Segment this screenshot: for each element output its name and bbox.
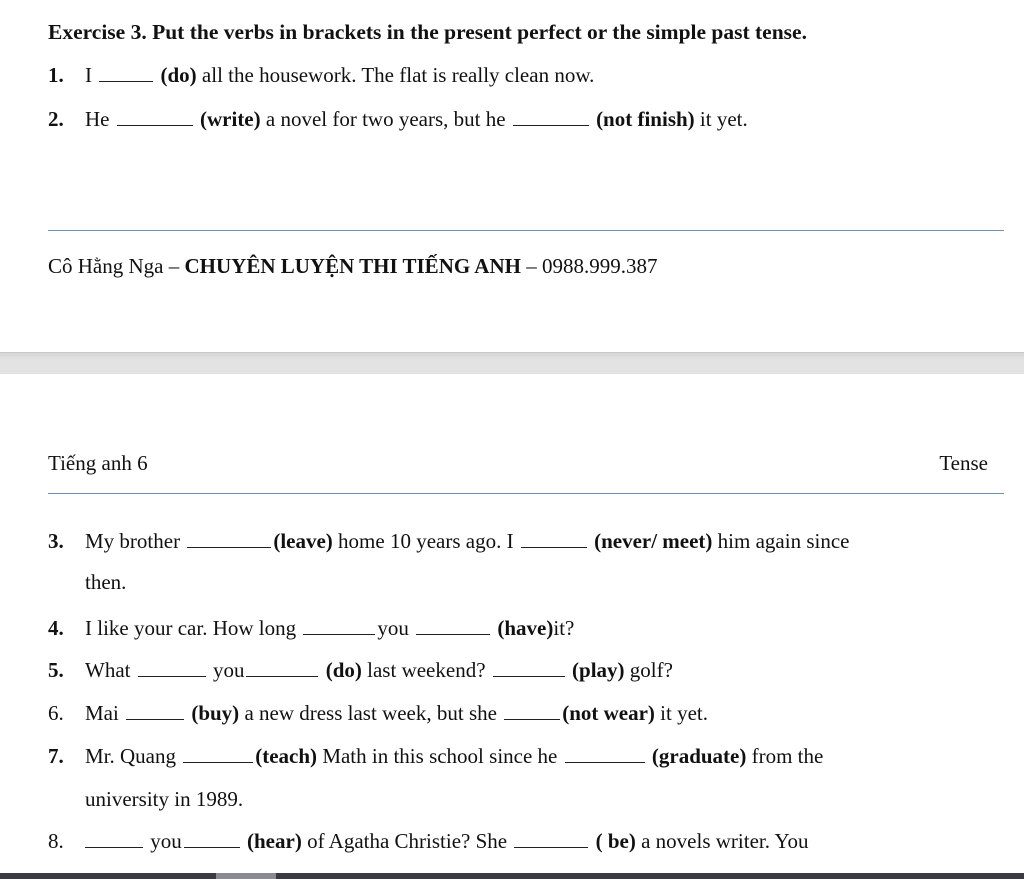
verb-hint: ( be)	[595, 829, 636, 853]
verb-hint: (play)	[572, 658, 625, 682]
text: last weekend?	[367, 658, 486, 682]
answer-blank[interactable]	[504, 701, 560, 720]
page-header-left: Tiếng anh 6	[48, 451, 148, 475]
question-number: 1.	[48, 63, 64, 87]
verb-hint: (do)	[325, 658, 362, 682]
footer-rule	[48, 230, 1004, 231]
answer-blank[interactable]	[85, 829, 143, 848]
document-page-top	[0, 0, 1024, 352]
verb-hint: (buy)	[191, 701, 240, 725]
verb-hint: (not finish)	[596, 107, 695, 131]
verb-hint: (never/ meet)	[594, 529, 713, 553]
answer-blank[interactable]	[138, 658, 206, 677]
answer-blank[interactable]	[184, 829, 240, 848]
text: He	[85, 107, 110, 131]
question-number: 7.	[48, 744, 64, 768]
question-1	[48, 62, 594, 88]
answer-blank[interactable]	[303, 616, 375, 635]
verb-hint: (teach)	[255, 744, 318, 768]
page-gap-edge	[0, 352, 1024, 353]
text: you	[150, 829, 182, 853]
text: Mr. Quang	[85, 744, 176, 768]
question-number: 3.	[48, 529, 64, 553]
answer-blank[interactable]	[521, 529, 587, 548]
text: home 10 years ago. I	[338, 529, 514, 553]
question-8	[48, 828, 809, 854]
text: from the	[751, 744, 824, 768]
text: Mai	[85, 701, 119, 725]
answer-blank[interactable]	[514, 829, 588, 848]
verb-hint: (do)	[160, 63, 197, 87]
answer-blank[interactable]	[187, 529, 271, 548]
verb-hint: (not wear)	[562, 701, 655, 725]
answer-blank[interactable]	[565, 744, 645, 763]
page-header-right: Tense	[939, 451, 988, 475]
text: golf?	[629, 658, 673, 682]
answer-blank[interactable]	[183, 744, 253, 763]
scrollbar-thumb[interactable]	[216, 873, 276, 879]
question-7	[48, 743, 823, 769]
question-number: 8.	[48, 829, 64, 853]
answer-blank[interactable]	[246, 658, 318, 677]
text: you	[212, 658, 245, 682]
question-3-continued: then.	[85, 570, 127, 594]
answer-blank[interactable]	[126, 701, 184, 720]
verb-hint: (leave)	[273, 529, 333, 553]
answer-blank[interactable]	[513, 107, 589, 126]
text: all the housework. The flat is really clean now.	[201, 63, 595, 87]
question-5	[48, 657, 673, 683]
text: a novels writer. You	[641, 829, 809, 853]
text: it yet.	[699, 107, 748, 131]
text: What	[85, 658, 131, 682]
text: My brother	[85, 529, 181, 553]
page-footer	[48, 254, 657, 279]
text: I like your car. How long	[85, 616, 297, 640]
question-3	[48, 528, 849, 554]
answer-blank[interactable]	[416, 616, 490, 635]
footer-bold: CHUYÊN LUYỆN THI TIẾNG ANH	[184, 254, 521, 278]
text: you	[377, 616, 409, 640]
text: Math in this school since he	[322, 744, 558, 768]
text: it yet.	[660, 701, 708, 725]
answer-blank[interactable]	[117, 107, 193, 126]
footer-suffix: – 0988.999.387	[520, 254, 658, 278]
horizontal-scrollbar[interactable]	[0, 873, 1024, 879]
verb-hint: (have)	[497, 616, 554, 640]
verb-hint: (graduate)	[651, 744, 747, 768]
question-number: 4.	[48, 616, 64, 640]
text: a novel for two years, but he	[265, 107, 506, 131]
answer-blank[interactable]	[493, 658, 565, 677]
question-4	[48, 615, 574, 641]
question-number: 5.	[48, 658, 64, 682]
question-6	[48, 700, 708, 726]
footer-prefix: Cô Hằng Nga –	[48, 254, 185, 278]
verb-hint: (hear)	[247, 829, 302, 853]
text: I	[85, 63, 92, 87]
question-number: 6.	[48, 701, 64, 725]
text: him again since	[717, 529, 850, 553]
answer-blank[interactable]	[99, 63, 153, 82]
page-gap	[0, 352, 1024, 374]
question-number: 2.	[48, 107, 64, 131]
question-2	[48, 106, 748, 132]
exercise-title: Exercise 3. Put the verbs in brackets in the present perfect or the simple past tense.	[48, 20, 807, 44]
text: of Agatha Christie? She	[307, 829, 508, 853]
verb-hint: (write)	[200, 107, 261, 131]
text: a new dress last week, but she	[244, 701, 497, 725]
text: it?	[553, 616, 575, 640]
header-rule	[48, 493, 1004, 494]
question-7-continued: university in 1989.	[85, 787, 244, 811]
